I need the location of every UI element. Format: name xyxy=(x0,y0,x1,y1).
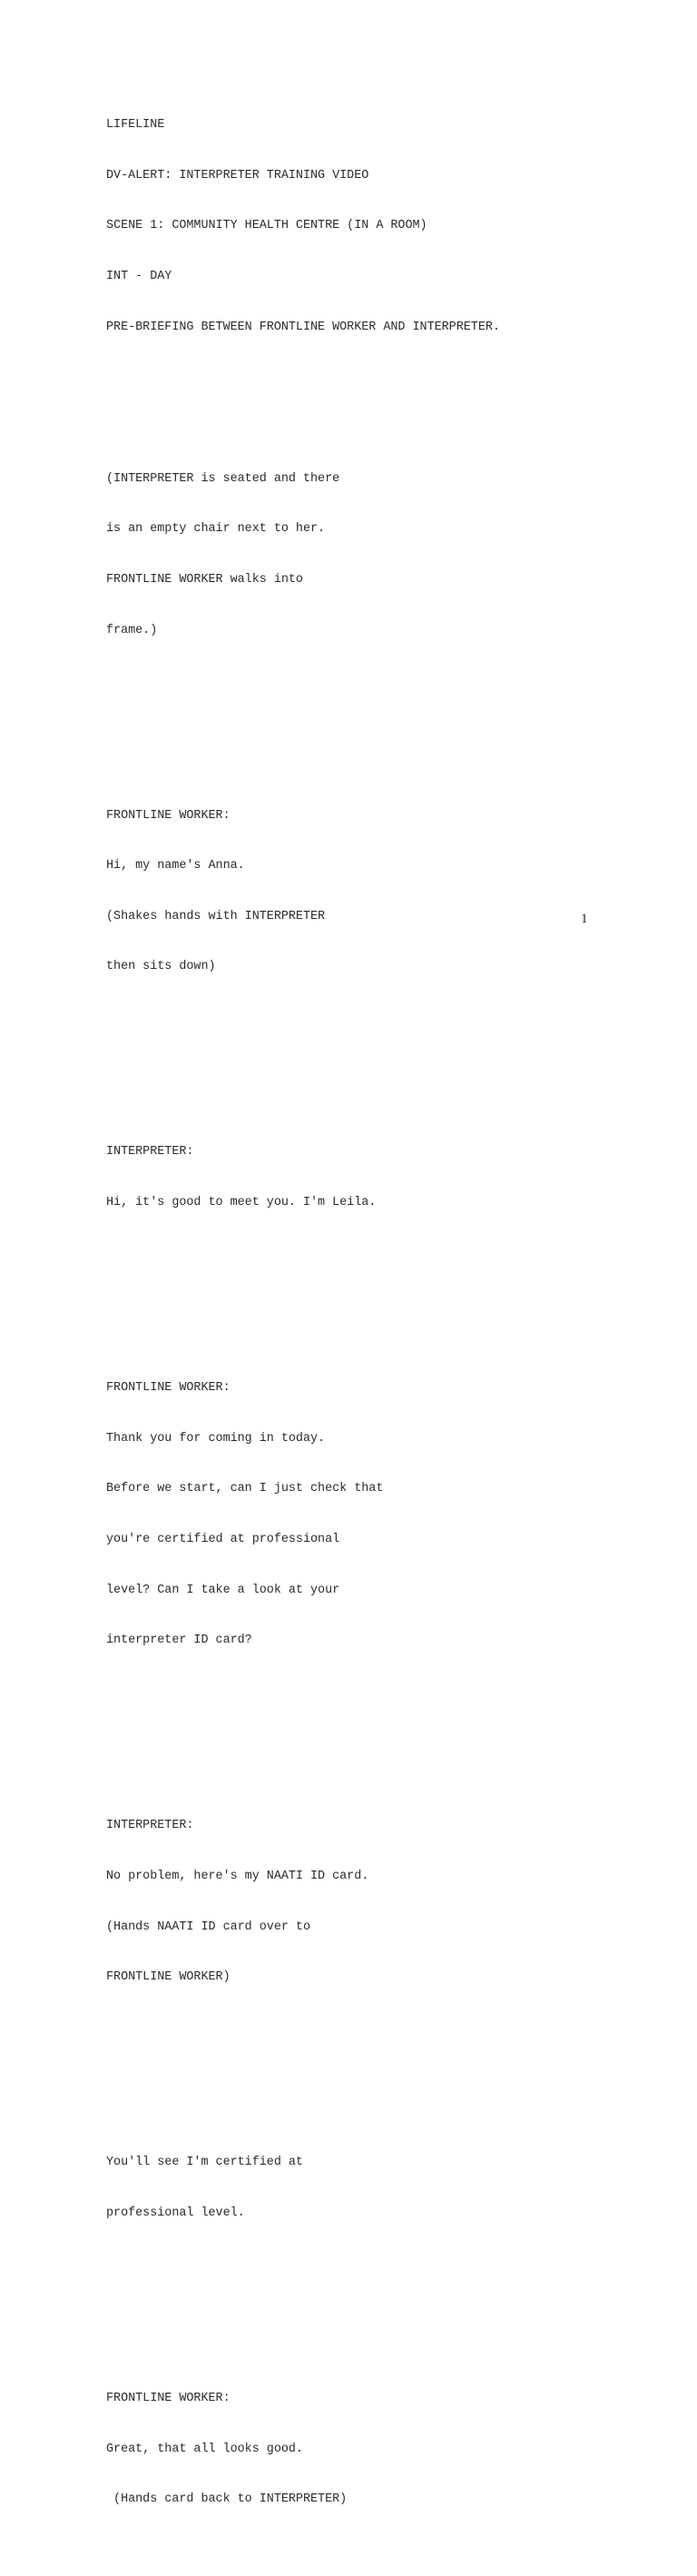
script-line: Hi, my name's Anna. xyxy=(106,859,245,873)
spacer xyxy=(106,2290,500,2307)
speaker-name: INTERPRETER: xyxy=(106,1819,194,1833)
scene-heading: SCENE 1: COMMUNITY HEALTH CENTRE (IN A ROOM) xyxy=(106,219,427,233)
speaker-name: FRONTLINE WORKER: xyxy=(106,808,231,823)
spacer xyxy=(106,1279,500,1297)
spacer xyxy=(106,370,500,387)
script-line: No problem, here's my NAATI ID card. xyxy=(106,1869,369,1883)
script-line: FRONTLINE WORKER walks into xyxy=(106,572,303,587)
script-line: level? Can I take a look at your xyxy=(106,1583,340,1597)
dialogue-block xyxy=(106,1784,500,2020)
spacer xyxy=(106,1717,500,1734)
dialogue-block xyxy=(106,774,500,1010)
dialogue-block xyxy=(106,2357,500,2542)
script-line: You'll see I'm certified at xyxy=(106,2156,303,2170)
script-line: frame.) xyxy=(106,623,158,637)
stage-direction-block xyxy=(106,437,500,673)
script-line: is an empty chair next to her. xyxy=(106,522,326,537)
script-line: (INTERPRETER is seated and there xyxy=(106,471,340,486)
scene-time: INT - DAY xyxy=(106,270,172,284)
script-line: professional level. xyxy=(106,2206,245,2220)
dialogue-continuation-block xyxy=(106,2121,500,2255)
dialogue-block xyxy=(106,1347,500,1683)
script-line: Thank you for coming in today. xyxy=(106,1431,326,1446)
spacer xyxy=(106,1043,500,1061)
spacer xyxy=(106,2054,500,2071)
script-line: interpreter ID card? xyxy=(106,1633,252,1648)
script-line: you're certified at professional xyxy=(106,1533,340,1547)
script-line: FRONTLINE WORKER) xyxy=(106,1970,231,1985)
speaker-name: INTERPRETER: xyxy=(106,1145,194,1160)
script-line: Hi, it's good to meet you. I'm Leila. xyxy=(106,1196,377,1210)
dialogue-block xyxy=(106,1110,500,1245)
script-line: Great, that all looks good. xyxy=(106,2442,303,2456)
script-line: (Shakes hands with INTERPRETER xyxy=(106,909,326,923)
scene-description: PRE-BRIEFING BETWEEN FRONTLINE WORKER AND INTERPRETER. xyxy=(106,320,500,334)
page-number: 1 xyxy=(581,912,588,926)
subtitle-line: DV-ALERT: INTERPRETER TRAINING VIDEO xyxy=(106,168,369,183)
speaker-name: FRONTLINE WORKER: xyxy=(106,1381,231,1396)
script-line: (Hands card back to INTERPRETER) xyxy=(106,2492,348,2507)
script-line: Before we start, can I just check that xyxy=(106,1482,384,1496)
title-line: LIFELINE xyxy=(106,118,165,133)
spacer xyxy=(106,706,500,724)
script-line: (Hands NAATI ID card over to xyxy=(106,1920,310,1934)
script-line: then sits down) xyxy=(106,960,216,974)
speaker-name: FRONTLINE WORKER: xyxy=(106,2391,231,2405)
script-body xyxy=(106,84,500,2576)
